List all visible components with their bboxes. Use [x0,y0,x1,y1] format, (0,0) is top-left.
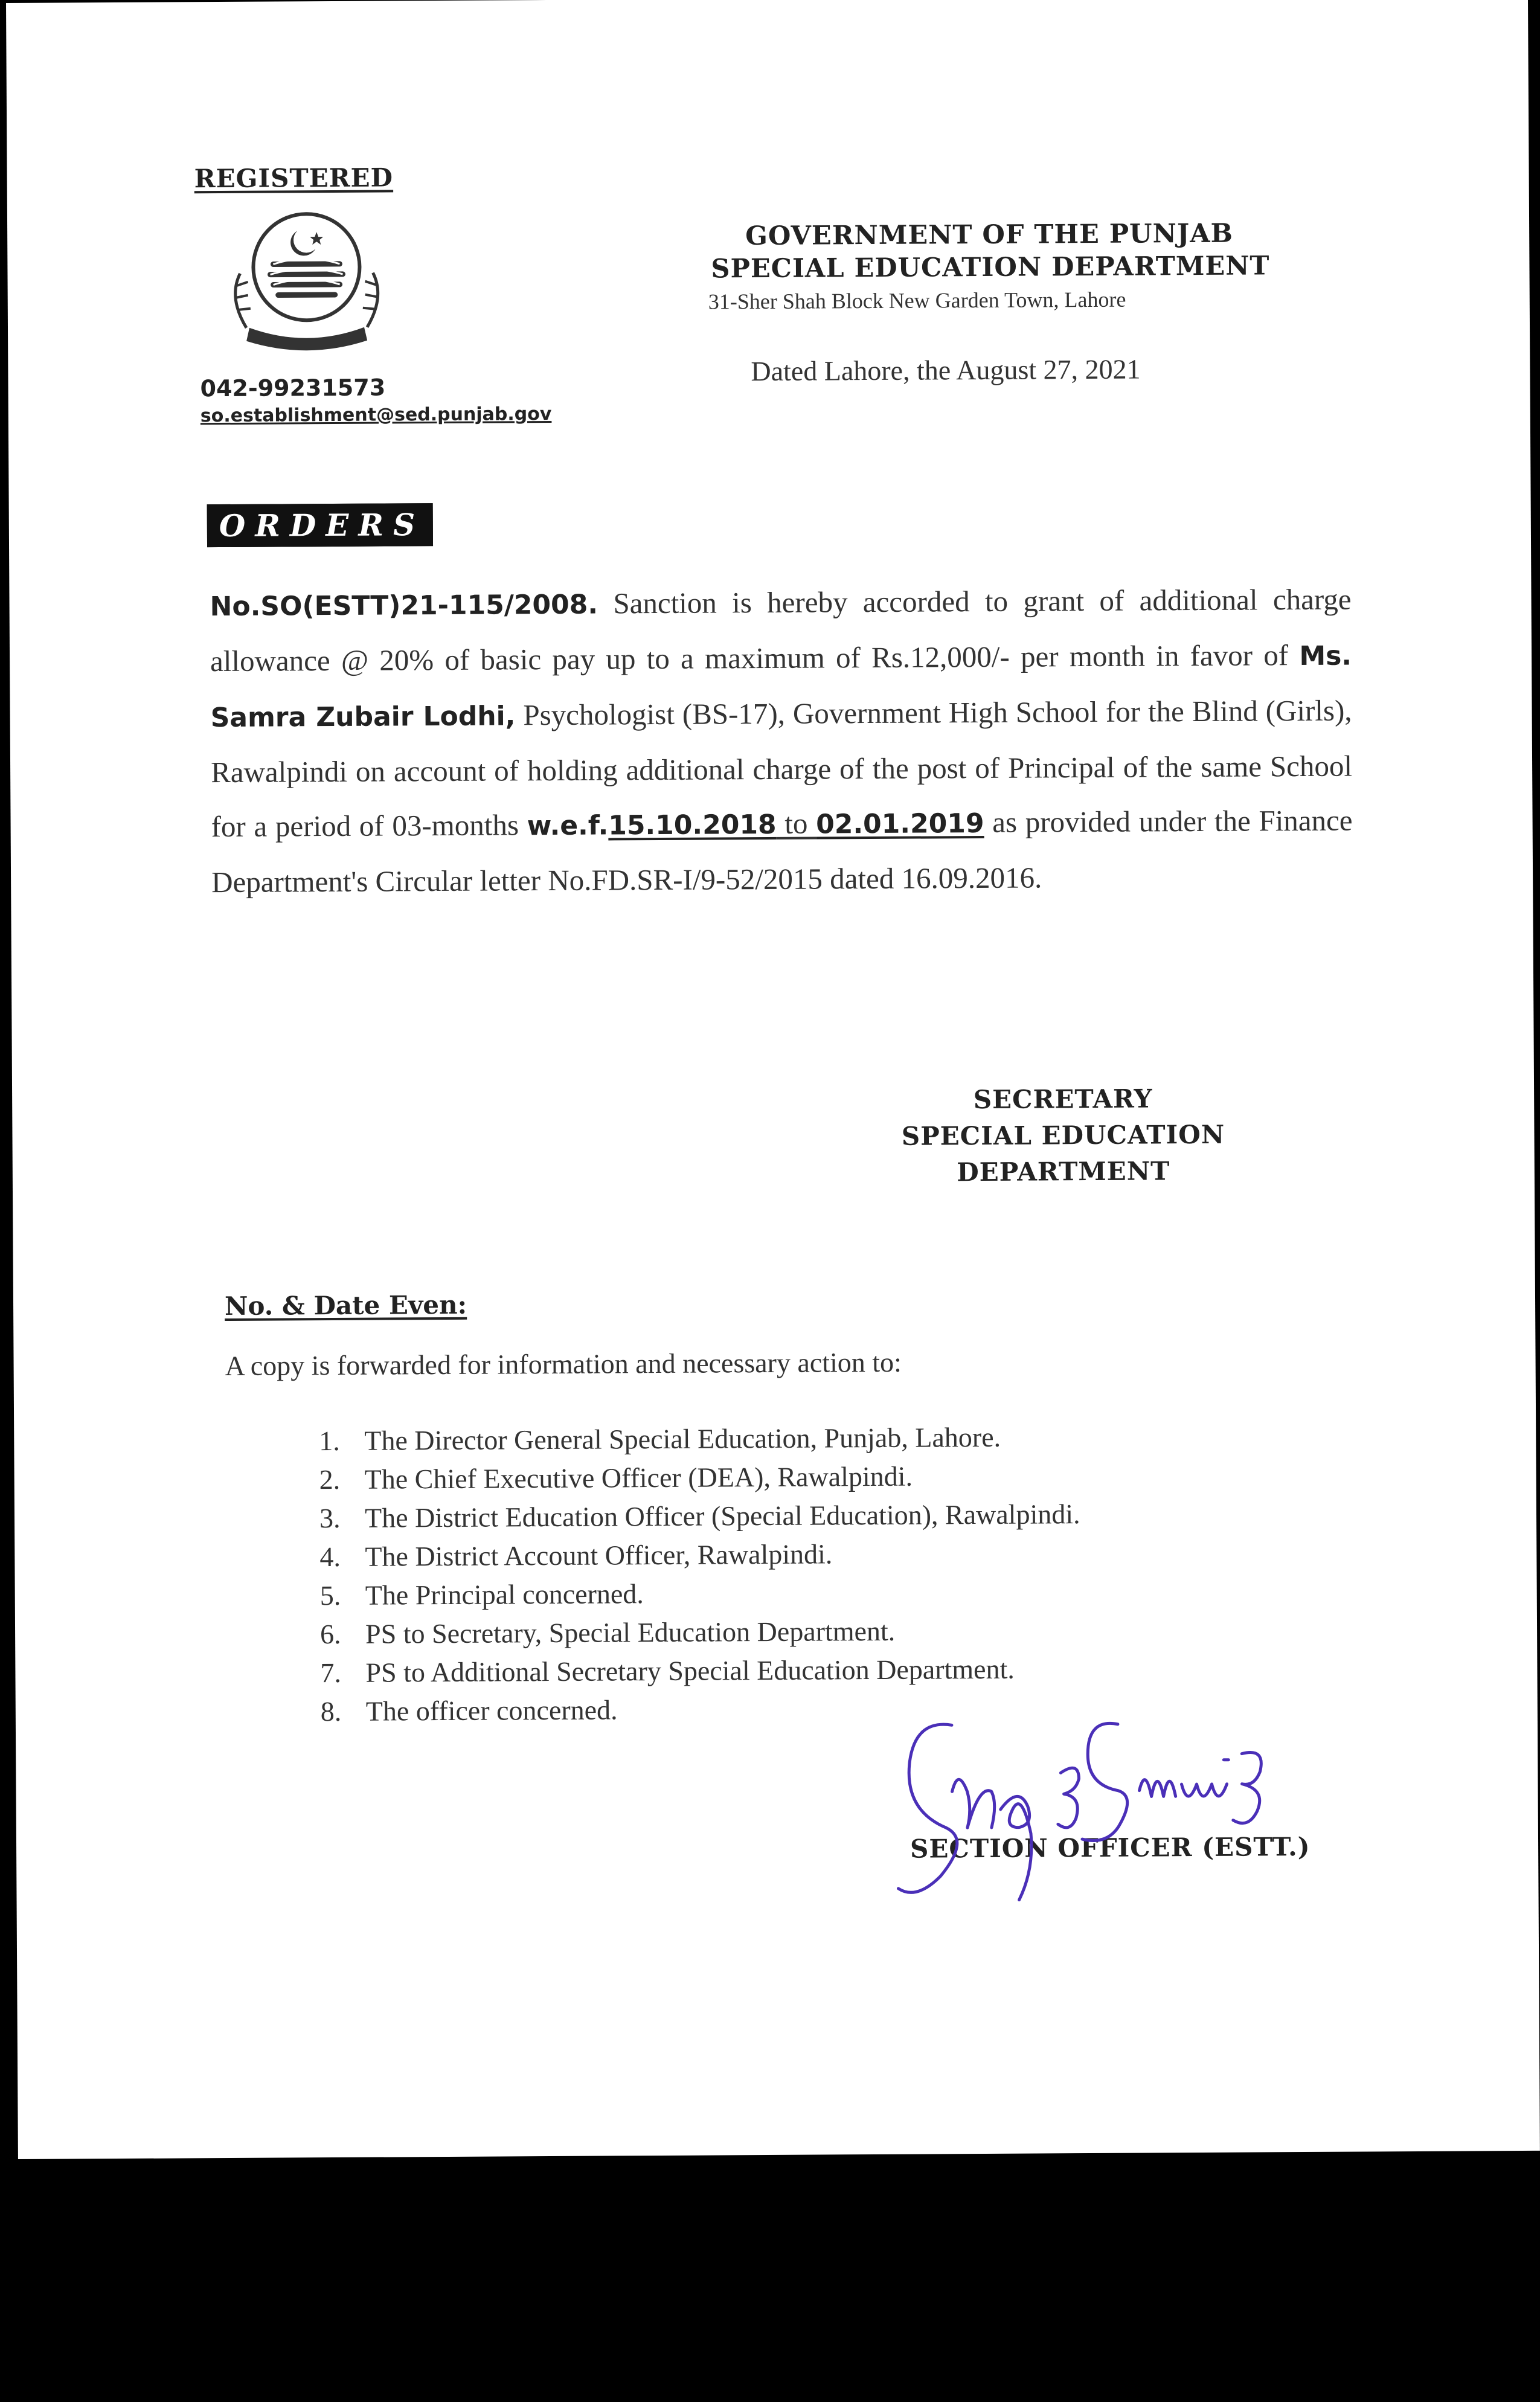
officer-name: Ms. Samra Zubair Lodhi, [210,640,1352,734]
department-title: SPECIAL EDUCATION DEPARTMENT [711,251,1270,284]
date-to: 02.01.2019 [816,808,984,840]
list-item: 2. The Chief Executive Officer (DEA), Rawalpindi. [319,1460,913,1495]
list-item: 8. The officer concerned. [320,1694,618,1727]
orders-heading: ORDERS [207,503,434,547]
email-address: so.establishment@sed.punjab.gov [200,403,552,427]
distribution-list [319,1418,1081,1731]
date-from: 15.10.2018 [608,809,777,841]
government-title: GOVERNMENT OF THE PUNJAB [745,218,1234,252]
order-text-1: Sanction is hereby accorded to grant of additional charge allowance @ 20% of basic pay up to a maximum of Rs.12,000/- per month in favor of [210,582,1352,678]
wef-label: w.e.f. [527,810,609,842]
secretary-block [882,1081,1245,1191]
punjab-emblem-icon [207,206,406,352]
secretary-line-3: DEPARTMENT [957,1156,1170,1187]
list-item: 7. PS to Additional Secretary Special Education Department. [320,1653,1015,1689]
list-item: 3. The District Education Officer (Special Education), Rawalpindi. [319,1498,1080,1534]
handwritten-signature [879,1686,1376,1919]
secretary-line-2: SPECIAL EDUCATION [901,1119,1225,1151]
section-officer-title: SECTION OFFICER (ESTT.) [910,1831,1311,1864]
registered-label: REGISTERED [194,162,394,194]
list-item: 4. The District Account Officer, Rawalpindi. [319,1538,833,1573]
department-address: 31-Sher Shah Block New Garden Town, Lahore [708,287,1126,314]
secretary-line-1: SECRETARY [973,1084,1153,1115]
order-paragraph [210,573,1353,910]
phone-number: 042-99231573 [200,374,386,402]
dated-line: Dated Lahore, the August 27, 2021 [751,353,1141,387]
list-item: 5. The Principal concerned. [319,1578,644,1611]
to-word: to [776,806,817,840]
reference-number: No.SO(ESTT)21-115/2008. [210,589,598,623]
list-item: 1. The Director General Special Education, Punjab, Lahore. [319,1421,1001,1457]
order-text-3: as provided under the Finance Department's Circular letter No.FD.SR-I/9-52/2015 dated 16.09.2016. [211,803,1353,899]
list-item: 6. PS to Secretary, Special Education Department. [319,1615,896,1650]
no-date-even-heading: No. & Date Even: [224,1289,467,1321]
copy-forward-intro: A copy is forwarded for information and necessary action to: [225,1346,902,1382]
document-page [6,0,1540,2159]
order-text-2: Psychologist (BS-17), Government High School for the Blind (Girls), Rawalpindi on account of holding additional charge of the post of Principal of the same School for a period of 03-months [210,693,1353,844]
